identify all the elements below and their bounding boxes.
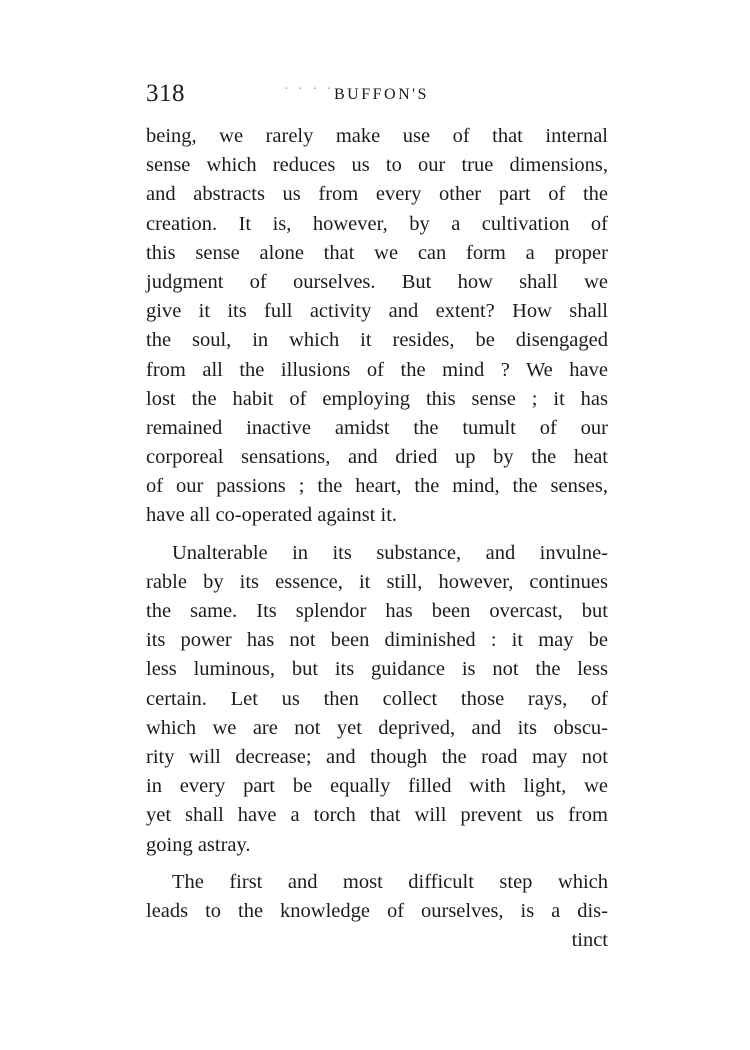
paragraph-gap (146, 860, 608, 868)
text-line: and abstracts us from every other part of the (146, 183, 608, 206)
body-text (146, 122, 608, 955)
text-line: creation. It is, however, by a cultivation of (146, 212, 608, 235)
text-line: rable by its essence, it still, however, continues (146, 570, 608, 593)
text-line: from all the illusions of the mind ? We have (146, 358, 608, 381)
text-line: going astray. (146, 833, 251, 856)
text-line: The first and most difficult step which (172, 870, 608, 893)
text-line: yet shall have a torch that will prevent us from (146, 804, 608, 827)
running-head-dots: · · · · (284, 82, 335, 97)
text-line: the same. Its splendor has been overcast, but (146, 600, 608, 622)
text-line: give it its full activity and extent? How shall (146, 300, 608, 323)
paragraph-gap (146, 531, 608, 539)
text-line: corporeal sensations, and dried up by the heat (146, 446, 608, 469)
paragraph (146, 122, 608, 531)
text-line: leads to the knowledge of ourselves, is a dis- (146, 899, 608, 922)
page-header (146, 80, 606, 110)
paragraph (146, 868, 608, 926)
catchword: tinct (571, 929, 608, 952)
text-line: sense which reduces us to our true dimensions, (146, 154, 608, 177)
page-number: 318 (146, 80, 185, 107)
text-line: remained inactive amidst the tumult of our (146, 416, 608, 439)
text-line: which we are not yet deprived, and its obscu- (146, 716, 608, 739)
paragraph (146, 539, 608, 860)
text-line: this sense alone that we can form a proper (146, 241, 608, 264)
running-head: BUFFON'S (334, 86, 429, 103)
text-line: in every part be equally filled with light, we (146, 775, 608, 798)
text-line: judgment of ourselves. But how shall we (146, 270, 608, 293)
text-line: have all co-operated against it. (146, 504, 398, 527)
text-line: of our passions ; the heart, the mind, the senses, (146, 475, 608, 498)
text-line: Unalterable in its substance, and invulne- (172, 541, 608, 564)
text-line: being, we rarely make use of that internal (146, 125, 608, 147)
text-line: rity will decrease; and though the road may not (146, 745, 608, 768)
text-line: less luminous, but its guidance is not the less (146, 658, 608, 681)
text-line: its power has not been diminished : it may be (146, 629, 608, 652)
text-line: certain. Let us then collect those rays, of (146, 687, 608, 710)
text-line: lost the habit of employing this sense ; it has (146, 387, 608, 410)
text-line: the soul, in which it resides, be disengaged (146, 329, 608, 352)
